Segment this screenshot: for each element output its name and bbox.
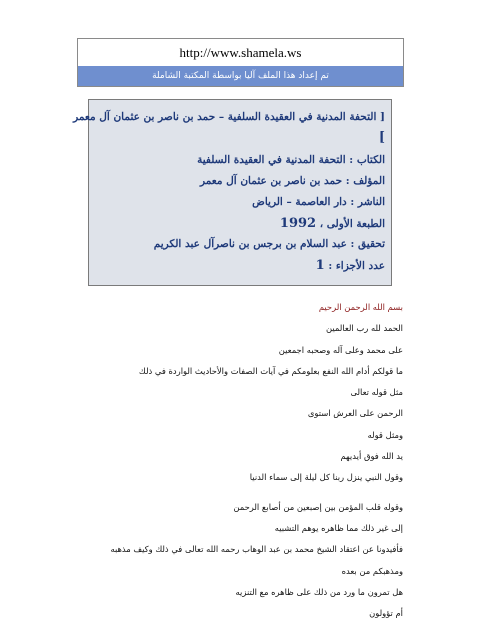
book-name: الكتاب : التحفة المدنية في العقيدة السلفية — [197, 154, 385, 166]
body-line: يد الله فوق أيديهم — [340, 451, 403, 462]
title-closing-bracket: ] — [378, 130, 385, 145]
parts-label: عدد الأجزاء : — [328, 260, 385, 272]
body-line: وقول النبي ينزل ربنا كل ليلة إلى سماء الدنيا — [249, 472, 403, 483]
book-author: المؤلف : حمد بن ناصر بن عثمان آل معمر — [199, 175, 385, 187]
body-line: هل تمرون ما ورد من ذلك على ظاهره مع التنزيه — [235, 586, 403, 597]
body-line: بسم الله الرحمن الرحيم — [318, 302, 403, 312]
body-line: الرحمن على العرش استوى — [307, 408, 403, 419]
body-line: وقوله قلب المؤمن بين إصبعين من أصابع الرحمن — [233, 501, 403, 512]
edition-label: الطبعة الأولى ، — [319, 218, 385, 230]
book-metadata-box — [73, 99, 392, 286]
book-edition — [95, 213, 385, 234]
body-line: ما قولكم أدام الله النفع بعلومكم في آيات الصفات والأحاديث الواردة في ذلك — [138, 365, 403, 376]
document-body — [73, 297, 403, 624]
body-line: ومثل قوله — [367, 429, 403, 440]
source-url-link[interactable]: http://www.shamela.ws — [179, 45, 302, 60]
body-line: مثل قوله تعالى — [350, 387, 403, 398]
source-header — [77, 38, 404, 87]
body-line: الحمد لله رب العالمين — [325, 323, 403, 334]
body-line: على محمد وعلى آله وصحبه اجمعين — [278, 344, 403, 355]
book-publisher: الناشر : دار العاصمة – الرياض — [252, 196, 385, 208]
book-editor: تحقيق : عبد السلام بن برجس بن ناصرآل عبد الكريم — [153, 238, 385, 250]
book-parts — [95, 255, 385, 276]
body-line: فأفيدونا عن اعتقاد الشيخ محمد بن عبد الوهاب رحمه الله تعالى في ذلك وكيف مذهبه — [110, 544, 403, 555]
source-note: تم إعداد هذا الملف آليا بواسطة المكتبة الشاملة — [78, 66, 403, 86]
body-line: ومذهبكم من بعده — [341, 565, 403, 576]
body-line: أم تؤولون — [369, 608, 403, 619]
book-full-title: [ التحفة المدنية في العقيدة السلفية – حمد بن ناصر بن عثمان آل معمر — [73, 111, 385, 123]
parts-value: 1 — [315, 258, 325, 273]
edition-year: 1992 — [279, 216, 317, 231]
paragraph-gap — [73, 489, 403, 497]
body-line: إلى غير ذلك مما ظاهره يوهم التشبيه — [274, 522, 403, 533]
